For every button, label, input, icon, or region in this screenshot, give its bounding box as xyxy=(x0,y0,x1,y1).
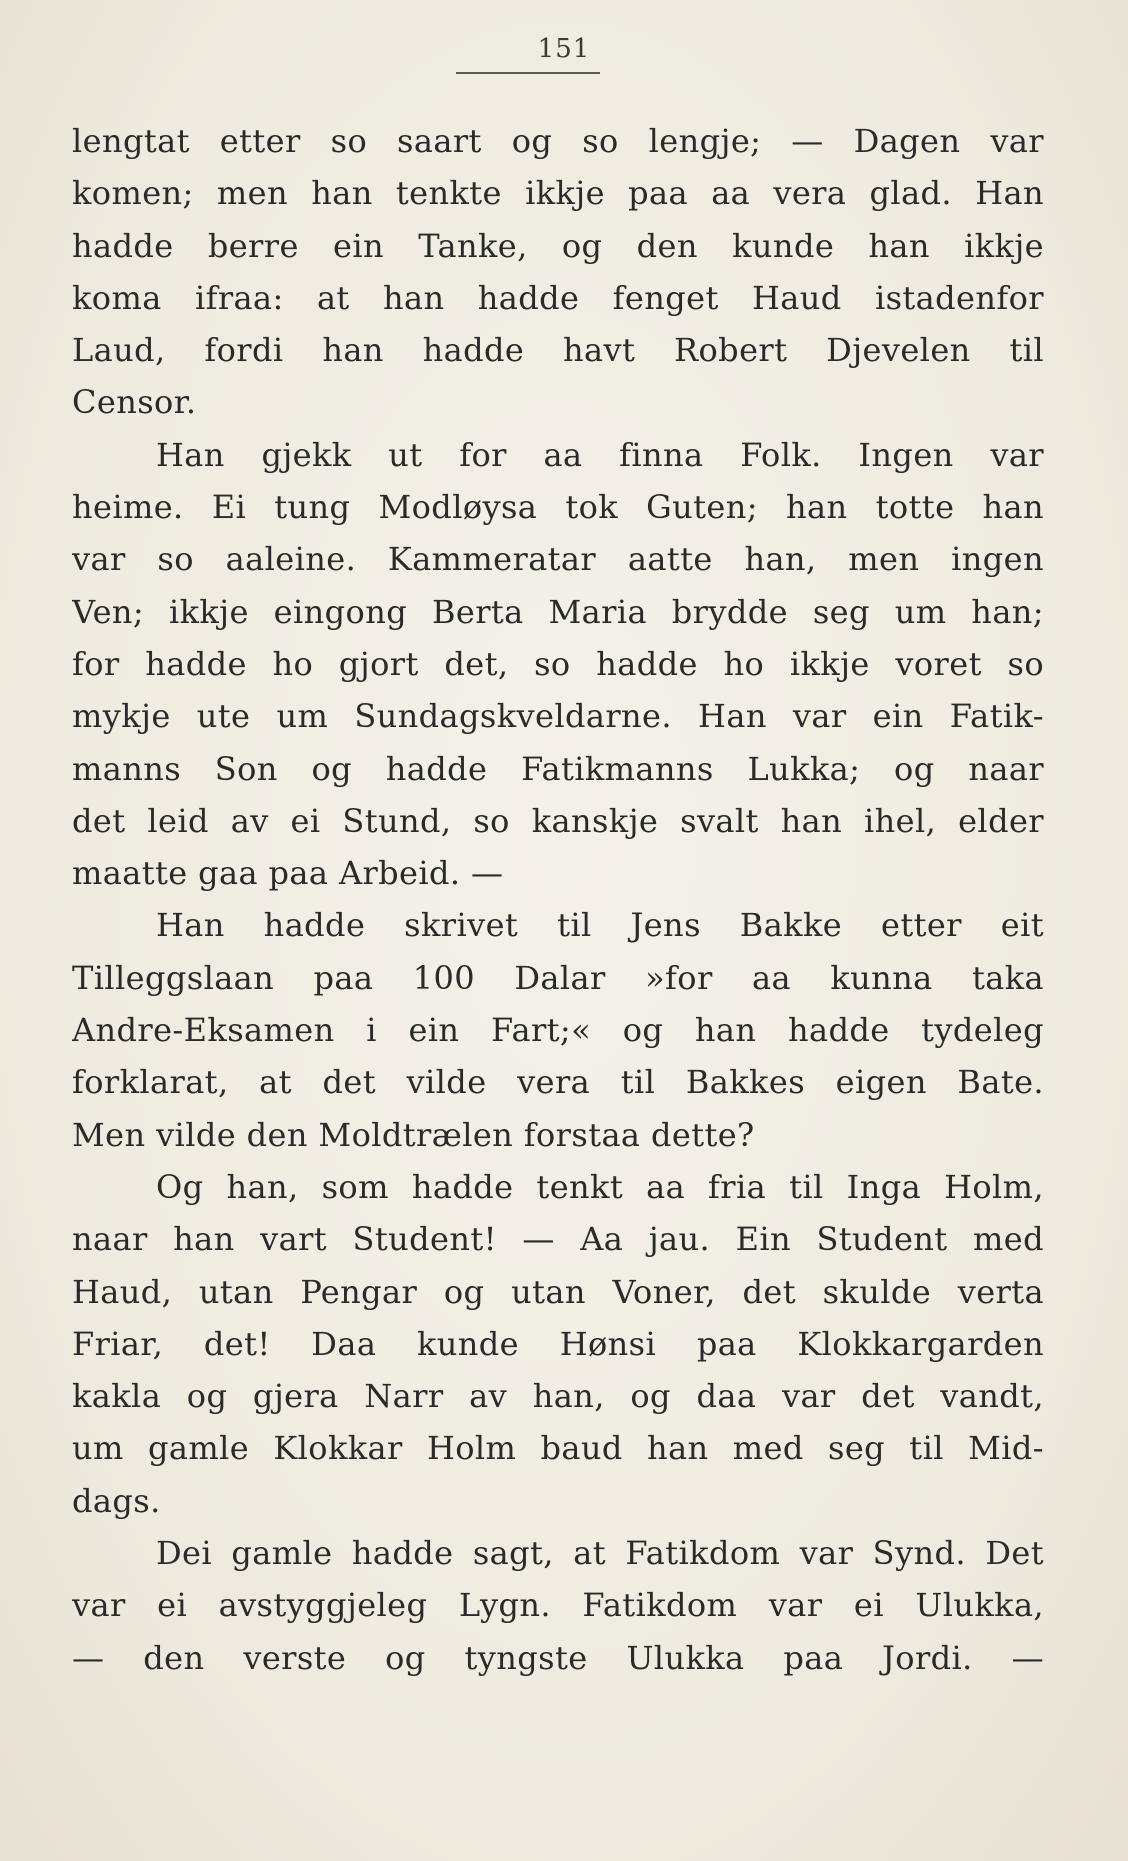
text-line: Han gjekk ut for aa finna Folk. Ingen var xyxy=(156,435,1044,474)
text-line: Dei gamle hadde sagt, at Fatikdom var Synd. Det xyxy=(156,1534,1044,1573)
page-number: 151 xyxy=(537,34,591,64)
text-line: dags. xyxy=(72,1481,161,1520)
text-line: Haud, utan Pengar og utan Voner, det skulde verta xyxy=(72,1272,1044,1311)
text-line: heime. Ei tung Modløysa tok Guten; han totte han xyxy=(72,488,1044,527)
body-text xyxy=(72,115,1044,1684)
text-line: mykje ute um Sundagskveldarne. Han var ein Fatik- xyxy=(72,697,1044,736)
text-line: um gamle Klokkar Holm baud han med seg til Mid- xyxy=(72,1429,1044,1468)
text-line: — den verste og tyngste Ulukka paa Jordi. — xyxy=(72,1638,1044,1677)
text-line: Han hadde skrivet til Jens Bakke etter eit xyxy=(156,906,1044,945)
text-line: var so aaleine. Kammeratar aatte han, men ingen xyxy=(72,540,1044,579)
text-line: lengtat etter so saart og so lengje; — Dagen var xyxy=(72,122,1044,160)
text-line: Ven; ikkje eingong Berta Maria brydde seg um han; xyxy=(72,592,1044,631)
text-line: Tilleggslaan paa 100 Dalar »for aa kunna taka xyxy=(72,958,1044,997)
text-line: Laud, fordi han hadde havt Robert Djevelen til xyxy=(72,331,1044,370)
text-line: hadde berre ein Tanke, og den kunde han ikkje xyxy=(72,226,1044,265)
text-line: Censor. xyxy=(72,383,197,422)
text-line: Men vilde den Moldtrælen forstaa dette? xyxy=(72,1115,755,1154)
text-line: maatte gaa paa Arbeid. — xyxy=(72,854,504,893)
text-line: for hadde ho gjort det, so hadde ho ikkje voret so xyxy=(72,644,1044,683)
page-number-rule xyxy=(456,72,600,74)
text-line: forklarat, at det vilde vera til Bakkes eigen Bate. xyxy=(72,1063,1044,1102)
text-line: naar han vart Student! — Aa jau. Ein Student med xyxy=(72,1220,1044,1259)
text-line: det leid av ei Stund, so kanskje svalt han ihel, elder xyxy=(72,801,1044,840)
text-line: koma ifraa: at han hadde fenget Haud istadenfor xyxy=(72,278,1044,317)
text-line: kakla og gjera Narr av han, og daa var det vandt, xyxy=(72,1377,1044,1416)
text-line: manns Son og hadde Fatikmanns Lukka; og naar xyxy=(72,749,1044,788)
text-line: Friar, det! Daa kunde Hønsi paa Klokkargarden xyxy=(72,1324,1044,1363)
text-line: var ei avstyggjeleg Lygn. Fatikdom var ei Ulukka, xyxy=(72,1586,1044,1625)
text-line: Og han, som hadde tenkt aa fria til Inga Holm, xyxy=(156,1167,1044,1206)
text-line: Andre-Eksamen i ein Fart;« og han hadde tydeleg xyxy=(72,1011,1044,1050)
text-line: komen; men han tenkte ikkje paa aa vera glad. Han xyxy=(72,174,1044,213)
